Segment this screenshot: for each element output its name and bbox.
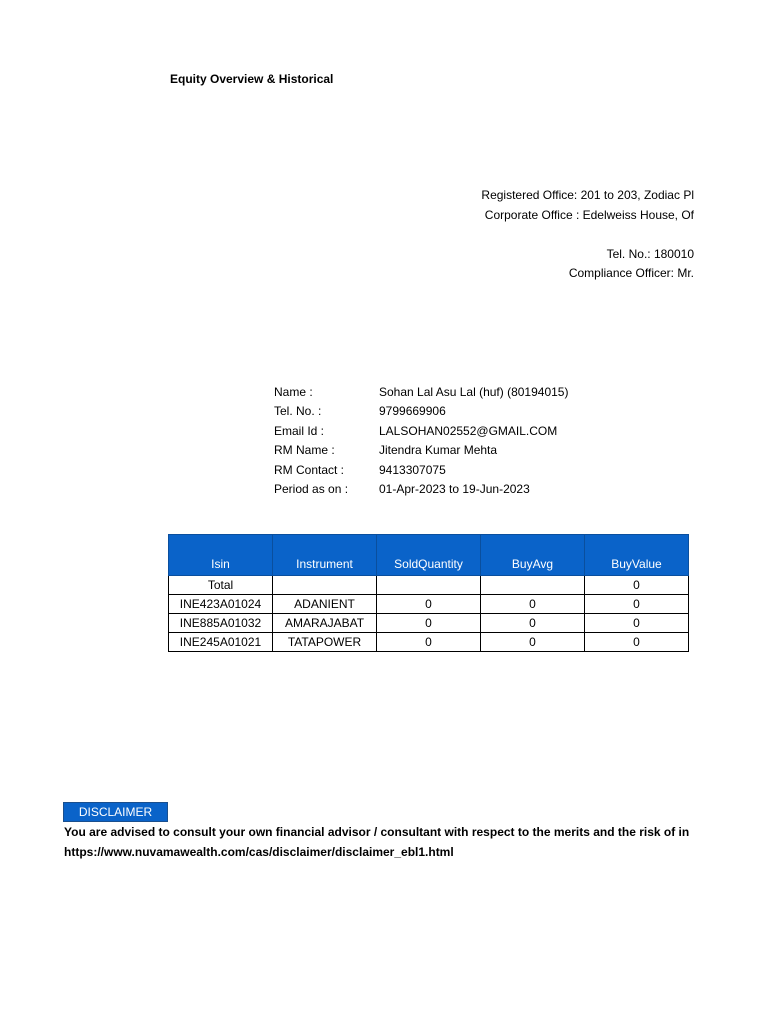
cell-value: 0 — [585, 595, 689, 614]
info-row-email — [274, 421, 568, 441]
cell-isin: INE885A01032 — [169, 614, 273, 633]
header-isin: Isin — [169, 535, 273, 576]
total-avg — [481, 576, 585, 595]
info-value: LALSOHAN02552@GMAIL.COM — [379, 423, 558, 438]
info-row-tel — [274, 402, 568, 422]
header-instrument: Instrument — [273, 535, 377, 576]
info-row-rm-name — [274, 441, 568, 461]
disclaimer-badge: DISCLAIMER — [63, 802, 168, 822]
info-label: Tel. No. : — [274, 404, 322, 419]
cell-sold: 0 — [377, 614, 481, 633]
info-label: Name : — [274, 384, 313, 399]
corporate-office: Corporate Office : Edelweiss House, Of — [484, 208, 694, 222]
info-value: Jitendra Kumar Mehta — [379, 443, 498, 458]
info-value: Sohan Lal Asu Lal (huf) (80194015) — [379, 384, 569, 399]
disclaimer-link[interactable]: https://www.nuvamawealth.com/cas/disclaimer/disclaimer_ebl1.html — [64, 845, 454, 859]
info-row-period — [274, 480, 568, 500]
registered-office: Registered Office: 201 to 203, Zodiac Pl — [481, 188, 694, 202]
total-value: 0 — [585, 576, 689, 595]
info-label: Period as on : — [274, 482, 349, 497]
info-value: 9799669906 — [379, 404, 446, 419]
table-row — [169, 614, 689, 633]
header-buy-value: BuyValue — [585, 535, 689, 576]
office-tel: Tel. No.: 180010 — [606, 247, 694, 261]
info-label: RM Name : — [274, 443, 335, 458]
total-sold — [377, 576, 481, 595]
info-row-rm-contact — [274, 460, 568, 480]
disclaimer-text: You are advised to consult your own financial advisor / consultant with respect to the merits and the risk of in — [64, 825, 690, 839]
page-title: Equity Overview & Historical — [170, 72, 334, 86]
info-row-name — [274, 382, 568, 402]
header-sold-quantity: SoldQuantity — [377, 535, 481, 576]
info-value: 01-Apr-2023 to 19-Jun-2023 — [379, 482, 530, 497]
cell-sold: 0 — [377, 595, 481, 614]
info-label: Email Id : — [274, 423, 325, 438]
cell-instrument: AMARAJABAT — [273, 614, 377, 633]
cell-value: 0 — [585, 633, 689, 652]
cell-avg: 0 — [481, 595, 585, 614]
cell-isin: INE245A01021 — [169, 633, 273, 652]
table-header-row — [169, 535, 689, 576]
client-info — [274, 382, 568, 499]
cell-instrument: TATAPOWER — [273, 633, 377, 652]
header-buy-avg: BuyAvg — [481, 535, 585, 576]
total-label: Total — [169, 576, 273, 595]
cell-value: 0 — [585, 614, 689, 633]
info-label: RM Contact : — [274, 462, 345, 477]
compliance-officer: Compliance Officer: Mr. — [568, 266, 694, 280]
table-row — [169, 595, 689, 614]
table-row — [169, 633, 689, 652]
cell-avg: 0 — [481, 633, 585, 652]
total-instrument — [273, 576, 377, 595]
info-value: 9413307075 — [379, 462, 446, 477]
table-total-row — [169, 576, 689, 595]
cell-instrument: ADANIENT — [273, 595, 377, 614]
holdings-table — [168, 534, 689, 652]
cell-avg: 0 — [481, 614, 585, 633]
cell-sold: 0 — [377, 633, 481, 652]
cell-isin: INE423A01024 — [169, 595, 273, 614]
